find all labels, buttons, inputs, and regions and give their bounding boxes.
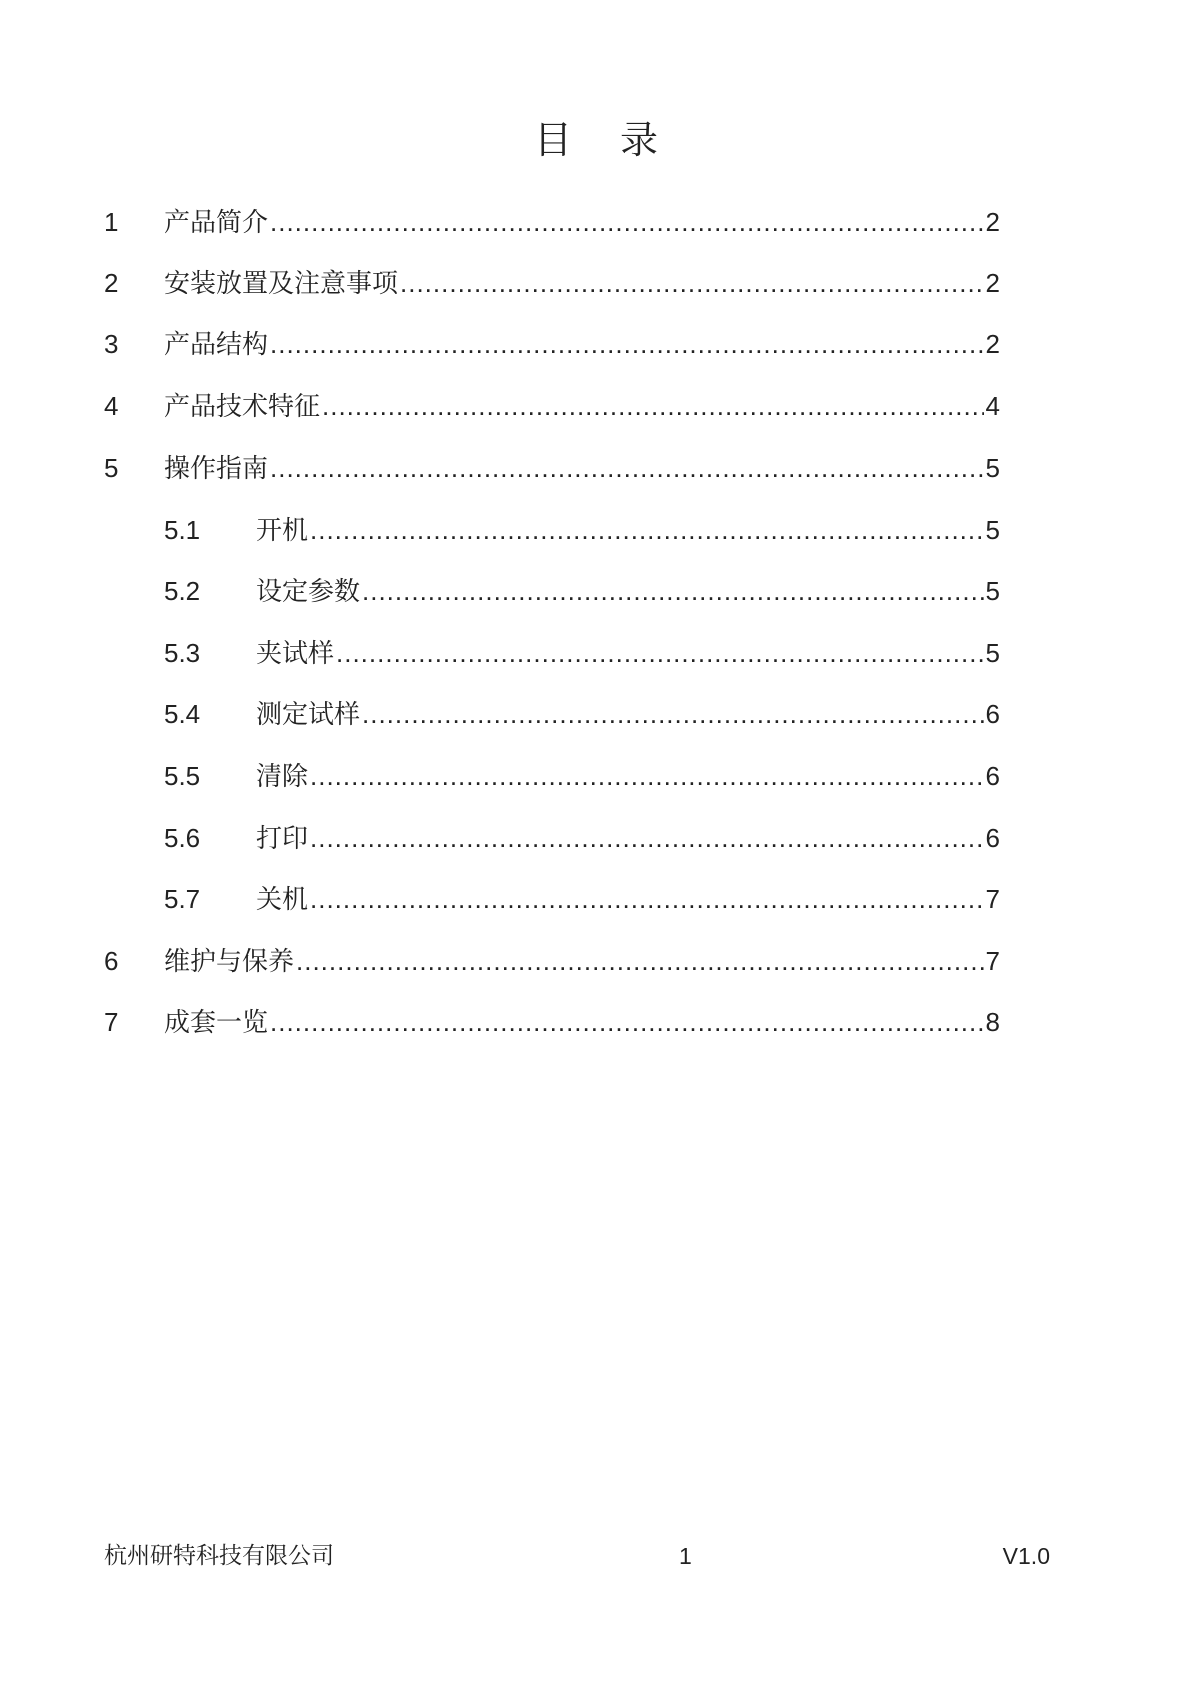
toc-entry-number: 2 bbox=[104, 268, 119, 298]
toc-entry-page: 6 bbox=[985, 699, 1000, 729]
toc-entry-number: 5.5 bbox=[164, 761, 201, 791]
dot-leader bbox=[310, 510, 984, 550]
toc-entry-title: 产品简介 bbox=[164, 208, 269, 238]
toc-entry-number: 5.6 bbox=[164, 823, 201, 853]
dot-leader bbox=[322, 386, 984, 426]
toc-entry-number: 5.4 bbox=[164, 699, 201, 729]
toc-entry-5-3[interactable] bbox=[164, 633, 1000, 673]
dot-leader bbox=[270, 1002, 984, 1042]
toc-entry-title: 测定试样 bbox=[256, 700, 361, 730]
toc-entry-page: 2 bbox=[985, 329, 1000, 359]
toc-entry-title: 开机 bbox=[256, 516, 309, 546]
toc-entry-5-2[interactable] bbox=[164, 571, 1000, 611]
footer-company: 杭州研特科技有限公司 bbox=[104, 1543, 334, 1569]
footer-version: V1.0 bbox=[1002, 1543, 1050, 1569]
toc-entry-title: 夹试样 bbox=[256, 639, 335, 669]
toc-entry-number: 1 bbox=[104, 207, 119, 237]
toc-entry-page: 7 bbox=[985, 884, 1000, 914]
dot-leader bbox=[270, 324, 984, 364]
dot-leader bbox=[270, 448, 984, 488]
toc-entry-7[interactable] bbox=[104, 1002, 1000, 1042]
toc-entry-2[interactable] bbox=[104, 263, 1000, 303]
toc-entry-page: 7 bbox=[985, 946, 1000, 976]
dot-leader bbox=[310, 879, 984, 919]
toc-entry-number: 5.1 bbox=[164, 515, 201, 545]
dot-leader bbox=[400, 263, 984, 303]
toc-entry-title: 关机 bbox=[256, 885, 309, 915]
toc-entry-number: 4 bbox=[104, 391, 119, 421]
toc-entry-page: 6 bbox=[985, 823, 1000, 853]
toc-entry-title: 成套一览 bbox=[164, 1008, 269, 1038]
toc-entry-number: 7 bbox=[104, 1007, 119, 1037]
toc-entry-number: 5.2 bbox=[164, 576, 201, 606]
toc-entry-5[interactable] bbox=[104, 448, 1000, 488]
dot-leader bbox=[362, 571, 984, 611]
toc-entry-page: 5 bbox=[985, 576, 1000, 606]
toc-entry-page: 4 bbox=[985, 391, 1000, 421]
page-footer bbox=[104, 1540, 1050, 1572]
toc-entry-number: 5.3 bbox=[164, 638, 201, 668]
toc-entry-page: 5 bbox=[985, 453, 1000, 483]
toc-entry-5-5[interactable] bbox=[164, 756, 1000, 796]
toc-entry-title: 打印 bbox=[256, 824, 309, 854]
toc-entry-page: 6 bbox=[985, 761, 1000, 791]
toc-entry-title: 设定参数 bbox=[256, 577, 361, 607]
toc-entry-title: 操作指南 bbox=[164, 454, 269, 484]
toc-entry-1[interactable] bbox=[104, 202, 1000, 242]
dot-leader bbox=[270, 202, 984, 242]
toc-entry-page: 5 bbox=[985, 638, 1000, 668]
toc-entry-title: 清除 bbox=[256, 762, 309, 792]
footer-page-number: 1 bbox=[679, 1543, 692, 1569]
toc-entry-page: 2 bbox=[985, 268, 1000, 298]
toc-entry-6[interactable] bbox=[104, 941, 1000, 981]
toc-entry-title: 产品结构 bbox=[164, 330, 269, 360]
dot-leader bbox=[336, 633, 984, 673]
toc-entry-title: 维护与保养 bbox=[164, 947, 295, 977]
dot-leader bbox=[296, 941, 984, 981]
toc-entry-page: 5 bbox=[985, 515, 1000, 545]
toc-entry-4[interactable] bbox=[104, 386, 1000, 426]
toc-entry-title: 安装放置及注意事项 bbox=[164, 269, 399, 299]
page-title: 目 录 bbox=[533, 118, 677, 162]
toc-entry-5-6[interactable] bbox=[164, 818, 1000, 858]
toc-entry-number: 5.7 bbox=[164, 884, 201, 914]
toc-entry-number: 3 bbox=[104, 329, 119, 359]
toc-entry-5-4[interactable] bbox=[164, 694, 1000, 734]
dot-leader bbox=[310, 756, 984, 796]
dot-leader bbox=[362, 694, 984, 734]
toc-entry-title: 产品技术特征 bbox=[164, 392, 321, 422]
toc-entry-3[interactable] bbox=[104, 324, 1000, 364]
toc-entry-page: 8 bbox=[985, 1007, 1000, 1037]
toc-entry-5-7[interactable] bbox=[164, 879, 1000, 919]
toc-entry-5-1[interactable] bbox=[164, 510, 1000, 550]
toc-entry-number: 5 bbox=[104, 453, 119, 483]
toc-entry-number: 6 bbox=[104, 946, 119, 976]
toc-entry-page: 2 bbox=[985, 207, 1000, 237]
dot-leader bbox=[310, 818, 984, 858]
